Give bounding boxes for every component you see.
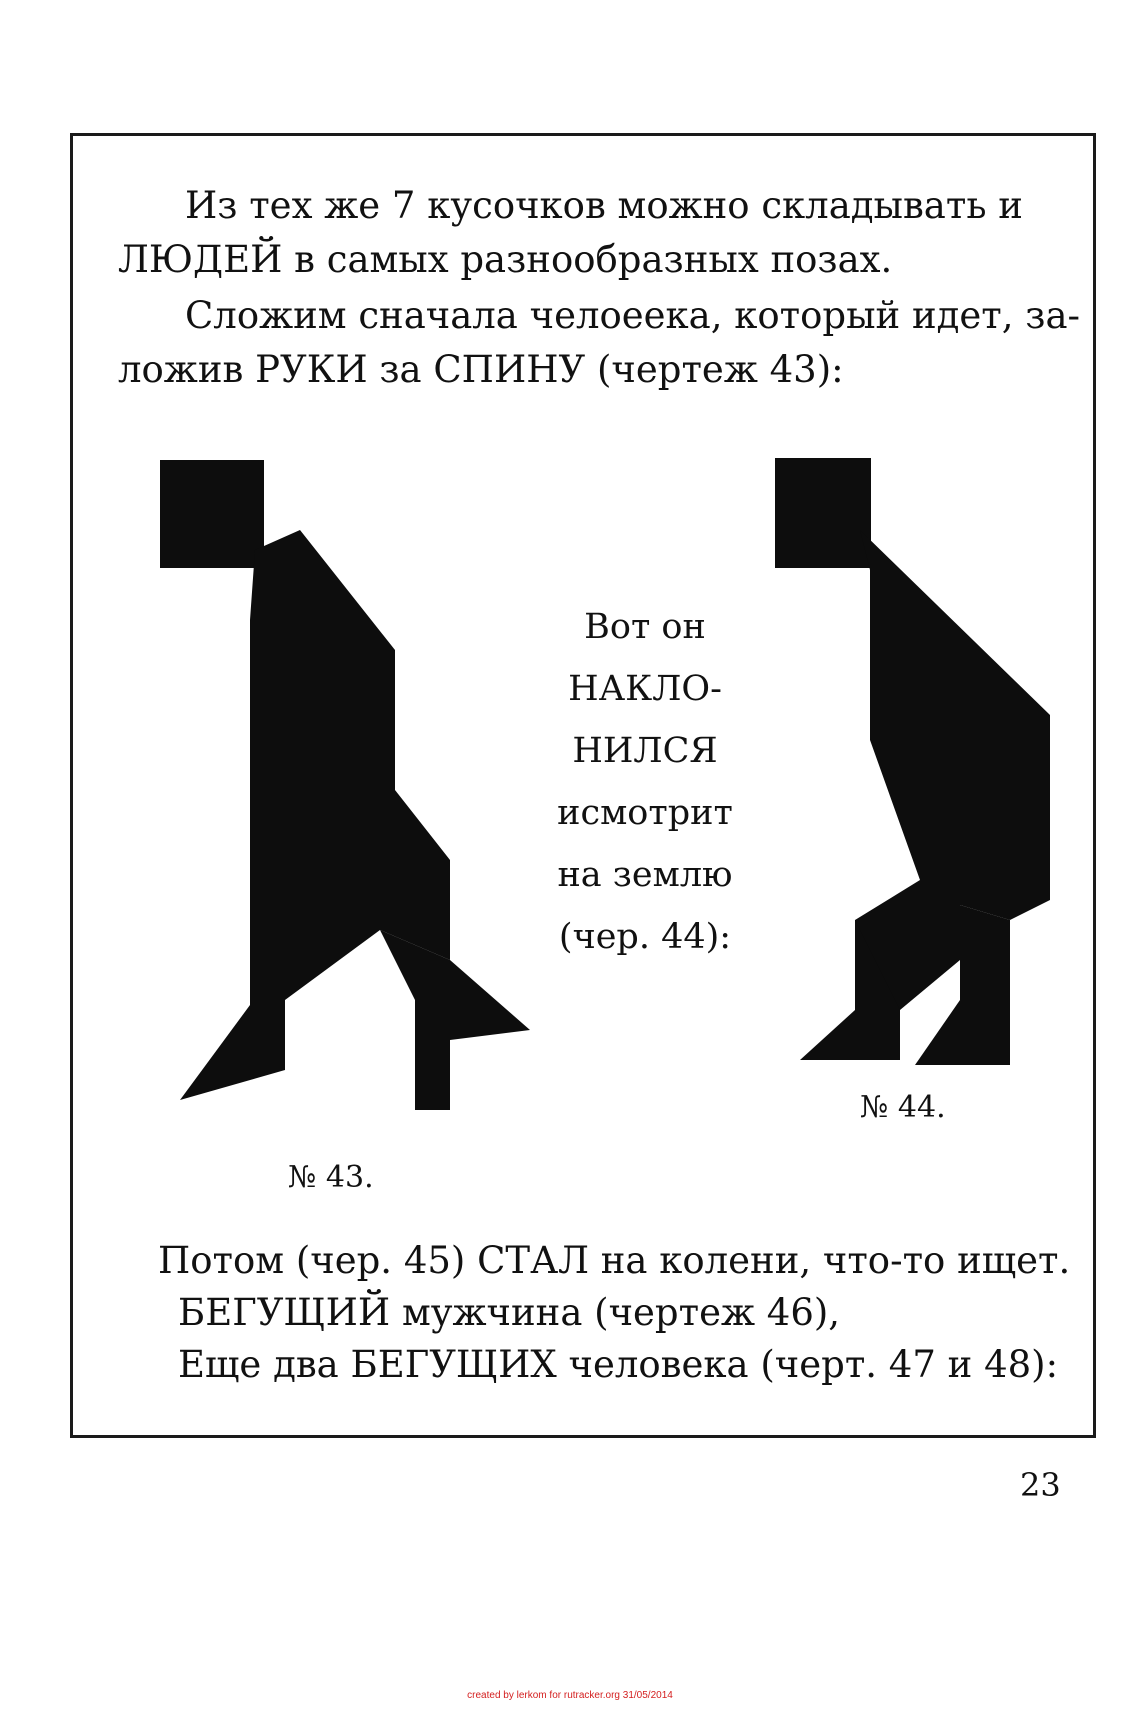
intro-line-2: ЛЮДЕЙ в самых разнообразных позах. bbox=[118, 238, 893, 281]
figure-43-label: № 43. bbox=[288, 1160, 374, 1195]
center-line-5: на землю bbox=[557, 855, 733, 895]
bottom-line-1: Потом (чер. 45) СТАЛ на колени, что-то ищет. bbox=[158, 1239, 1071, 1282]
center-line-1: Вот он bbox=[584, 607, 706, 647]
figure-44-label: № 44. bbox=[860, 1090, 946, 1125]
footer-note: created by lerkom for rutracker.org 31/05/2014 bbox=[467, 1690, 673, 1701]
center-line-4: исмотрит bbox=[557, 793, 733, 833]
bottom-line-3: Еще два БЕГУЩИХ человека (черт. 47 и 48): bbox=[178, 1343, 1059, 1386]
intro-line-3: Сложим сначала челоеека, который идет, за- bbox=[185, 294, 1081, 337]
intro-line-1: Из тех же 7 кусочков можно складывать и bbox=[185, 184, 1023, 227]
center-caption bbox=[540, 596, 750, 968]
page-number: 23 bbox=[1020, 1466, 1061, 1504]
intro-line-4: ложив РУКИ за СПИНУ (чертеж 43): bbox=[118, 348, 844, 391]
bottom-line-2: БЕГУЩИЙ мужчина (чертеж 46), bbox=[178, 1291, 841, 1334]
center-line-2: НАКЛО- bbox=[568, 669, 722, 709]
center-line-6: (чер. 44): bbox=[558, 917, 732, 957]
center-line-3: НИЛСЯ bbox=[572, 731, 718, 771]
